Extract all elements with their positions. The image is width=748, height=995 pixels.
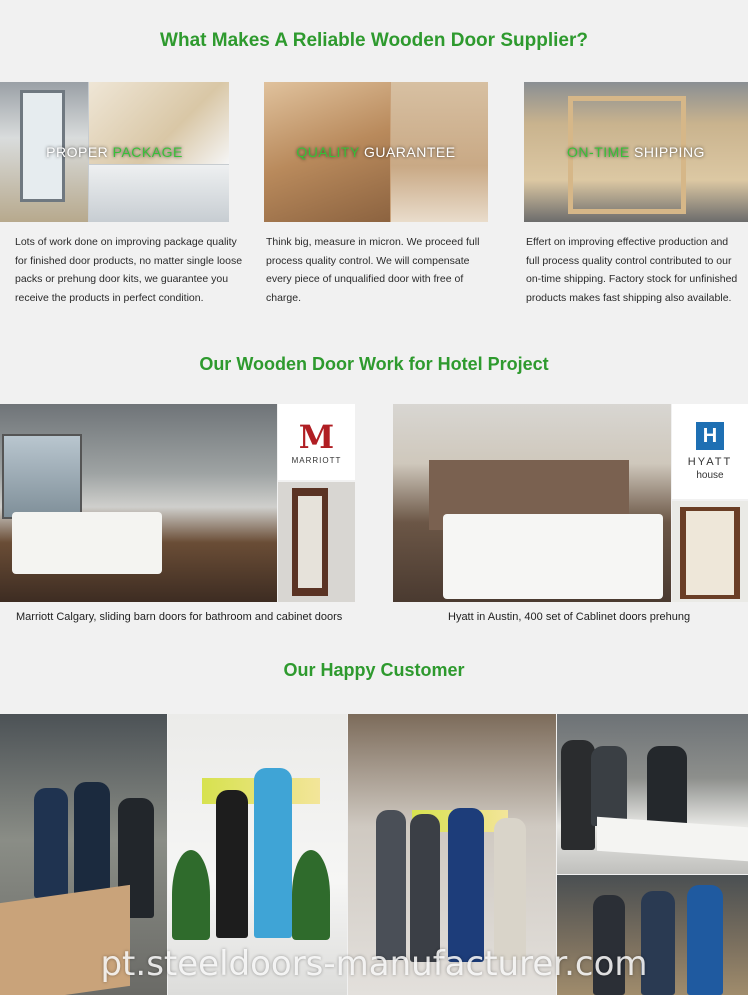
on-time-shipping-caption: ON-TIME SHIPPING bbox=[567, 144, 705, 160]
customer-photo-inspection bbox=[557, 714, 748, 874]
marriott-room-photo bbox=[0, 404, 277, 602]
marriott-door-photo bbox=[278, 482, 355, 602]
proper-package-text: Lots of work done on improving package quality for finished door products, no matter single loose packs or prehung door kits, we guarantee you receive the products in perfect condition. bbox=[15, 236, 243, 304]
hyatt-door-photo bbox=[672, 501, 748, 602]
hyatt-caption: Hyatt in Austin, 400 set of Cablinet doors prehung bbox=[448, 611, 691, 623]
on-time-shipping-image bbox=[524, 82, 748, 222]
quality-guarantee-image bbox=[264, 82, 488, 222]
proper-package-image bbox=[0, 82, 229, 222]
quality-guarantee-text: Think big, measure in micron. We proceed full process quality control. We will compensate every piece of unqualified door with free of charge. bbox=[266, 236, 480, 304]
hyatt-house-logo: H HYATT house bbox=[672, 404, 748, 499]
door-panel-photo bbox=[89, 165, 229, 222]
reliable-supplier-heading: What Makes A Reliable Wooden Door Supplier? bbox=[160, 30, 588, 51]
on-time-shipping-text: Effert on improving effective production and full process quality control contributed to our on-time shipping. Factory stock for unfinished products makes fast shipping also available. bbox=[526, 236, 738, 304]
marriott-logo: M MARRIOTT bbox=[278, 404, 355, 480]
happy-customer-heading: Our Happy Customer bbox=[283, 660, 465, 680]
hotel-project-heading: Our Wooden Door Work for Hotel Project bbox=[199, 354, 549, 374]
hyatt-project bbox=[393, 404, 748, 602]
marriott-caption: Marriott Calgary, sliding barn doors for bathroom and cabinet doors bbox=[16, 611, 343, 623]
site-watermark: pt.steeldoors-manufacturer.com bbox=[100, 944, 648, 984]
marriott-project bbox=[0, 404, 355, 602]
quality-guarantee-caption: QUALITY GUARANTEE bbox=[296, 144, 456, 160]
hyatt-room-photo bbox=[393, 404, 671, 602]
proper-package-caption: PROPER PACKAGE bbox=[46, 144, 183, 160]
